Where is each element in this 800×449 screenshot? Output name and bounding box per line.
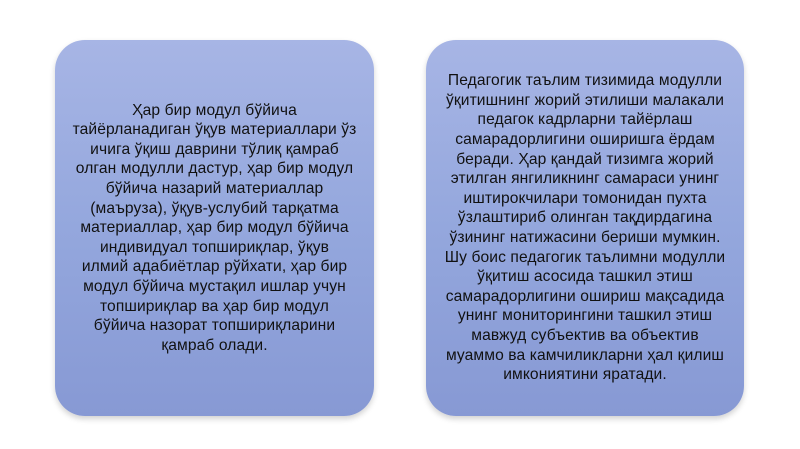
text-line: муаммо ва камчиликларни ҳал қилиш: [445, 346, 725, 364]
text-line: Педагогик таълим тизимида модулли: [447, 72, 723, 90]
text-box-right: [426, 40, 744, 416]
text-line: топшириқлар ва ҳар бир модул: [99, 297, 330, 315]
text-box-right-content: [445, 71, 725, 385]
text-line: ичига ўқиш даврини тўлиқ қамраб: [90, 140, 339, 158]
text-box-left-content: [73, 101, 357, 356]
text-box-left: [55, 40, 374, 416]
text-line: ўқитиш асосида ташкил этиш: [477, 268, 693, 286]
text-line: Шу боис педагогик таълимни модулли: [444, 248, 726, 266]
text-line: беради. Ҳар қандай тизимга жорий: [456, 150, 714, 168]
text-line: иштирокчилари томонидан пухта: [463, 189, 707, 207]
text-line: этилган янгиликнинг самараси унинг: [450, 170, 720, 188]
text-line: Ҳар бир модул бўйича: [132, 101, 297, 119]
text-line: илмий адабиётлар рўйхати, ҳар бир: [81, 258, 348, 276]
text-line: тайёрланадиган ўқув материаллари ўз: [72, 121, 357, 139]
text-line: имкониятини яратади.: [503, 366, 667, 384]
text-line: самарадорлигини оширишга ёрдам: [455, 131, 715, 149]
text-line: қамраб олади.: [161, 336, 268, 354]
text-line: ўқитишнинг жорий этилиши малакали: [445, 91, 725, 109]
text-line: самарадорлигини ошириш мақсадида: [445, 287, 725, 305]
text-line: ўзлаштириб олинган тақдирдагина: [457, 209, 713, 227]
text-line: бўйича назорат топшириқларини: [93, 317, 336, 335]
text-line: бўйича назарий материаллар: [105, 180, 324, 198]
text-line: мавжуд субъектив ва объектив: [471, 326, 699, 344]
text-line: унинг мониторингини ташкил этиш: [457, 307, 713, 325]
text-line: материаллар, ҳар бир модул бўйича: [80, 219, 349, 237]
text-line: педагок кадрларни тайёрлаш: [477, 111, 693, 129]
text-line: олган модулли дастур, ҳар бир модул: [75, 160, 354, 178]
text-line: модул бўйича мустақил ишлар учун: [83, 277, 346, 295]
text-line: ўзининг натижасини бериши мумкин.: [449, 229, 721, 246]
text-line: (маъруза), ўқув-услубий тарқатма: [90, 199, 339, 217]
text-line: индивидуал топшириқлар, ўқув: [99, 238, 330, 256]
